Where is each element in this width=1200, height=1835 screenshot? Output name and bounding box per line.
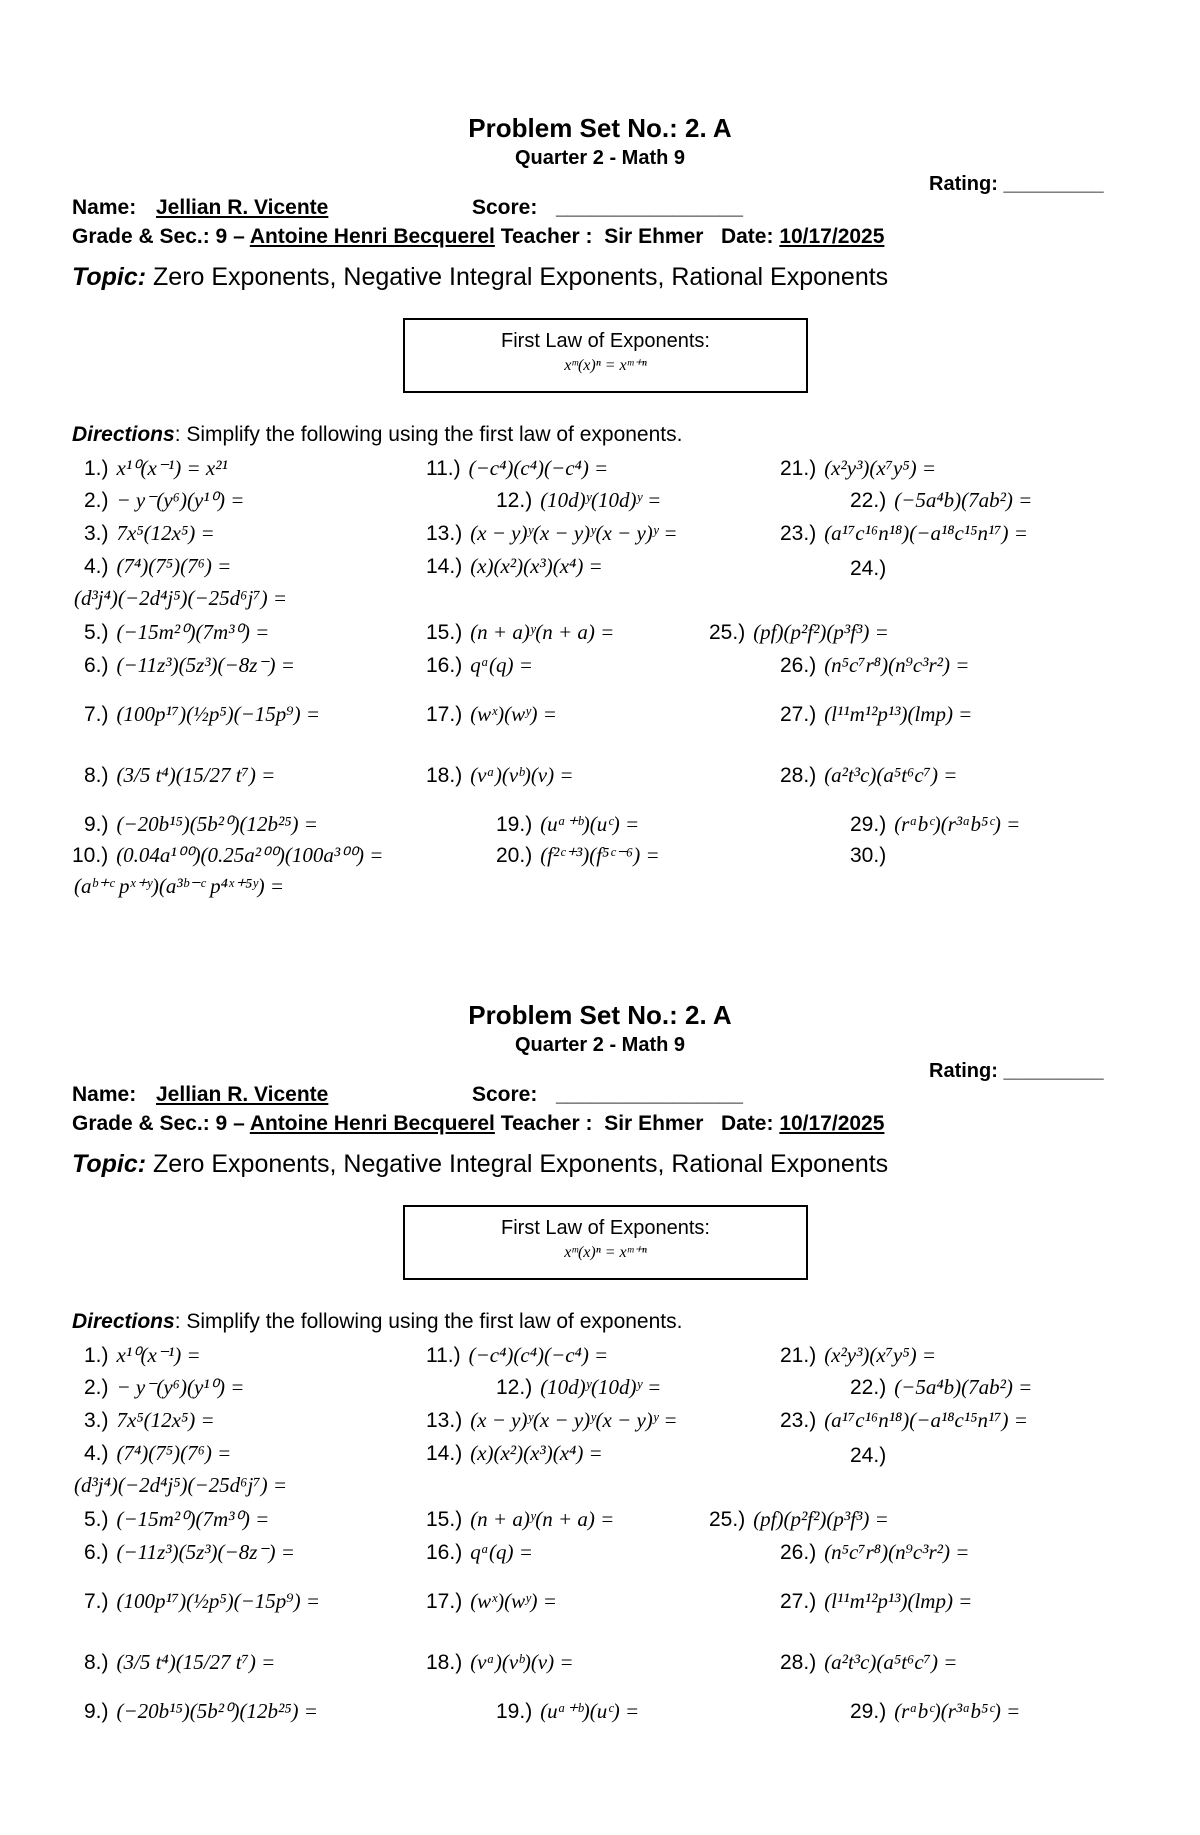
problem-item — [426, 554, 603, 579]
topic-line — [72, 1150, 888, 1179]
problem-item — [84, 620, 269, 645]
section-value: Antoine Henri Becquerel — [249, 1112, 495, 1135]
problem-expression: (x²y³)(x⁷y⁵) = — [824, 456, 937, 480]
problem-expression: (100p¹⁷)(½p⁵)(−15p⁹) = — [116, 702, 321, 726]
problem-item — [84, 1408, 215, 1433]
problem-item — [426, 1408, 678, 1433]
problem-number: 22.) — [850, 1376, 887, 1399]
problem-item — [780, 763, 957, 788]
problem-number: 8.) — [84, 764, 109, 787]
problem-expression: (3/5 t⁴)(15/27 t⁷) = — [116, 1650, 276, 1674]
problem-item — [780, 1540, 969, 1565]
problem-number: 1.) — [84, 1344, 109, 1367]
rating-label: Rating: — [929, 1060, 998, 1082]
problem-expression: (−c⁴)(c⁴)(−c⁴) = — [468, 456, 609, 480]
problem-number: 24.) — [850, 557, 887, 580]
problem-number: 28.) — [780, 764, 817, 787]
problem-expression: (l¹¹m¹²p¹³)(lmp) = — [824, 1589, 973, 1613]
topic-line — [72, 263, 888, 292]
topic-text: Zero Exponents, Negative Integral Exponents, Rational Exponents — [153, 263, 889, 291]
problem-expression: (a²t³c)(a⁵t⁶c⁷) = — [824, 763, 958, 787]
law-title: First Law of Exponents: — [501, 330, 710, 352]
problem-item — [780, 1408, 1028, 1433]
problem-item — [850, 556, 894, 581]
problem-number: 19.) — [496, 813, 533, 836]
problem-item — [780, 521, 1028, 546]
problem-item — [426, 702, 557, 727]
directions-label: Directions — [72, 423, 175, 446]
problem-number: 13.) — [426, 522, 463, 545]
problem-item — [84, 488, 244, 513]
problem-item — [780, 1343, 936, 1368]
grade-line — [72, 1112, 884, 1136]
score-label: Score: — [472, 1083, 538, 1106]
problem-item — [84, 1441, 231, 1466]
problem-item — [84, 1507, 269, 1532]
problem-item — [780, 702, 972, 727]
date-label: Date: — [720, 225, 774, 248]
problem-item — [426, 1650, 574, 1675]
problem-expression: (−15m²⁰)(7m³⁰) = — [116, 620, 270, 644]
problem-number: 9.) — [84, 813, 109, 836]
problem-expression: (aᵇ⁺ᶜ pˣ⁺ʸ)(a³ᵇ⁻ᶜ p⁴ˣ⁺⁵ʸ) = — [74, 874, 285, 898]
problem-item — [84, 554, 231, 579]
problem-number: 13.) — [426, 1409, 463, 1432]
problem-item — [709, 1507, 889, 1532]
problem-item — [84, 763, 275, 788]
directions — [72, 1310, 682, 1334]
problem-number: 17.) — [426, 1590, 463, 1613]
law-box — [403, 318, 808, 393]
problem-expression: 7x⁵(12x⁵) = — [116, 1408, 215, 1432]
problem-number: 24.) — [850, 1444, 887, 1467]
problem-expression: (7⁴)(7⁵)(7⁶) = — [116, 1441, 232, 1465]
problem-expression: (d³j⁴)(−2d⁴j⁵)(−25d⁶j⁷) = — [74, 586, 288, 610]
problem-item — [850, 488, 1032, 513]
sheet-subtitle: Quarter 2 - Math 9 — [514, 147, 686, 169]
problem-number: 16.) — [426, 654, 463, 677]
problem-number: 25.) — [709, 1508, 746, 1531]
score-blank: ________________ — [556, 196, 743, 219]
problem-expression: (x − y)ʸ(x − y)ʸ(x − y)ʸ = — [470, 1408, 678, 1432]
problem-item — [426, 521, 678, 546]
score-blank: ________________ — [556, 1083, 743, 1106]
problem-item — [709, 620, 889, 645]
problem-number: 12.) — [496, 1376, 533, 1399]
problem-number: 1.) — [84, 457, 109, 480]
sheet-title: Problem Set No.: 2. A — [468, 113, 732, 143]
problem-item — [426, 1507, 614, 1532]
problem-item — [426, 1589, 557, 1614]
problem-expression: x¹⁰(x⁻¹) = — [116, 1343, 201, 1367]
problem-number: 3.) — [84, 1409, 109, 1432]
rating-field — [929, 173, 1104, 196]
problem-number: 21.) — [780, 1344, 817, 1367]
problem-expression: (−11z³)(5z³)(−8z⁻) = — [116, 1540, 295, 1564]
problem-item — [84, 521, 215, 546]
problem-expression: (l¹¹m¹²p¹³)(lmp) = — [824, 702, 973, 726]
problem-item — [850, 843, 894, 868]
problem-expression: (rᵃbᶜ)(r³ᵃb⁵ᶜ) = — [894, 812, 1021, 836]
teacher-label: Teacher : — [500, 225, 593, 248]
problem-expression: (3/5 t⁴)(15/27 t⁷) = — [116, 763, 276, 787]
grade-label: Grade & Sec.: 9 – — [72, 225, 245, 248]
problem-number: 27.) — [780, 1590, 817, 1613]
problem-expression: qᵃ(q) = — [470, 653, 533, 677]
directions-text: : Simplify the following using the first law of exponents. — [174, 423, 683, 446]
problem-number: 18.) — [426, 1651, 463, 1674]
problem-item — [496, 812, 639, 837]
section-value: Antoine Henri Becquerel — [249, 225, 495, 248]
problem-expression: (uᵃ⁺ᵇ)(uᶜ) = — [540, 812, 640, 836]
problem-expression: (vᵃ)(vᵇ)(v) = — [470, 763, 574, 787]
problem-expression: (−c⁴)(c⁴)(−c⁴) = — [468, 1343, 609, 1367]
rating-blank: _________ — [1003, 173, 1104, 195]
problem-expression: (pf)(p²f²)(p³f³) = — [753, 620, 889, 644]
problem-number: 10.) — [72, 844, 109, 867]
problem-number: 2.) — [84, 489, 109, 512]
problem-expression: (100p¹⁷)(½p⁵)(−15p⁹) = — [116, 1589, 321, 1613]
problem-expression: (n + a)ʸ(n + a) = — [470, 1507, 615, 1531]
problem-number: 7.) — [84, 1590, 109, 1613]
topic-text: Zero Exponents, Negative Integral Exponents, Rational Exponents — [153, 1150, 889, 1178]
problem-expression: (−20b¹⁵)(5b²⁰)(12b²⁵) = — [116, 1699, 318, 1723]
problem-number: 25.) — [709, 621, 746, 644]
rating-blank: _________ — [1003, 1060, 1104, 1082]
law-box — [403, 1205, 808, 1280]
law-formula: xᵐ(x)ⁿ = xᵐ⁺ⁿ — [564, 1244, 647, 1261]
problem-number: 12.) — [496, 489, 533, 512]
problem-number: 7.) — [84, 703, 109, 726]
sheet-subtitle: Quarter 2 - Math 9 — [514, 1034, 686, 1056]
problem-item — [426, 1540, 533, 1565]
sheet-title: Problem Set No.: 2. A — [468, 1000, 732, 1030]
problem-expression: (−5a⁴b)(7ab²) = — [894, 488, 1033, 512]
problem-expression: − y⁻(y⁶)(y¹⁰) = — [116, 1375, 245, 1399]
teacher-value: Sir Ehmer — [604, 225, 704, 248]
date-label: Date: — [720, 1112, 774, 1135]
problem-number: 27.) — [780, 703, 817, 726]
problem-item — [496, 1375, 661, 1400]
problem-expression: (7⁴)(7⁵)(7⁶) = — [116, 554, 232, 578]
problem-number: 9.) — [84, 1700, 109, 1723]
problem-expression: (−15m²⁰)(7m³⁰) = — [116, 1507, 270, 1531]
problem-expression: (a²t³c)(a⁵t⁶c⁷) = — [824, 1650, 958, 1674]
problem-expression: (wˣ)(wʸ) = — [470, 702, 557, 726]
problem-expression: (−5a⁴b)(7ab²) = — [894, 1375, 1033, 1399]
directions — [72, 423, 682, 447]
problem-number: 29.) — [850, 813, 887, 836]
problem-item — [496, 488, 661, 513]
date-value: 10/17/2025 — [779, 225, 885, 248]
problem-number: 8.) — [84, 1651, 109, 1674]
problem-number: 23.) — [780, 1409, 817, 1432]
directions-text: : Simplify the following using the first law of exponents. — [174, 1310, 683, 1333]
problem-item — [850, 1699, 1020, 1724]
topic-label: Topic: — [72, 263, 147, 291]
problem-expression: (−11z³)(5z³)(−8z⁻) = — [116, 653, 295, 677]
problem-number: 16.) — [426, 1541, 463, 1564]
problem-item — [84, 1589, 320, 1614]
problem-expression: (x)(x²)(x³)(x⁴) = — [470, 554, 603, 578]
problem-number: 4.) — [84, 555, 109, 578]
problem-item — [850, 1375, 1032, 1400]
problem-number: 14.) — [426, 1442, 463, 1465]
problem-number: 29.) — [850, 1700, 887, 1723]
problem-expression: (pf)(p²f²)(p³f³) = — [753, 1507, 889, 1531]
name-value: Jellian R. Vicente — [156, 1083, 329, 1106]
problem-number: 28.) — [780, 1651, 817, 1674]
problem-item — [66, 586, 287, 611]
problem-expression: (rᵃbᶜ)(r³ᵃb⁵ᶜ) = — [894, 1699, 1021, 1723]
problem-number: 22.) — [850, 489, 887, 512]
problem-item — [426, 1343, 608, 1368]
problem-item — [426, 653, 533, 678]
date-value: 10/17/2025 — [779, 1112, 885, 1135]
problem-item — [426, 456, 608, 481]
problem-item — [780, 456, 936, 481]
law-formula: xᵐ(x)ⁿ = xᵐ⁺ⁿ — [564, 357, 647, 374]
problem-expression: (x²y³)(x⁷y⁵) = — [824, 1343, 937, 1367]
problem-item — [84, 1699, 318, 1724]
problem-item — [84, 812, 318, 837]
problem-number: 3.) — [84, 522, 109, 545]
teacher-value: Sir Ehmer — [604, 1112, 704, 1135]
problem-expression: (a¹⁷c¹⁶n¹⁸)(−a¹⁸c¹⁵n¹⁷) = — [824, 1408, 1028, 1432]
problem-item — [84, 653, 295, 678]
problem-item — [84, 1540, 295, 1565]
score-label: Score: — [472, 196, 538, 219]
problem-item — [426, 763, 574, 788]
problem-expression: (wˣ)(wʸ) = — [470, 1589, 557, 1613]
problem-item — [850, 812, 1020, 837]
problem-item — [496, 843, 660, 868]
problem-expression: (10d)ʸ(10d)ʸ = — [540, 1375, 662, 1399]
problem-item — [66, 1473, 287, 1498]
problem-number: 11.) — [426, 1344, 461, 1367]
topic-label: Topic: — [72, 1150, 147, 1178]
problem-item — [426, 620, 614, 645]
problem-expression: (−20b¹⁵)(5b²⁰)(12b²⁵) = — [116, 812, 318, 836]
problem-number: 19.) — [496, 1700, 533, 1723]
problem-expression: (x)(x²)(x³)(x⁴) = — [470, 1441, 603, 1465]
problem-item — [84, 1343, 201, 1368]
problem-expression: (n⁵c⁷r⁸)(n⁹c³r²) = — [824, 653, 970, 677]
problem-number: 14.) — [426, 555, 463, 578]
problem-number: 26.) — [780, 654, 817, 677]
name-label: Name: — [72, 1083, 137, 1106]
problem-item — [66, 874, 284, 899]
problem-number: 20.) — [496, 844, 533, 867]
problem-number: 5.) — [84, 621, 109, 644]
problem-number: 6.) — [84, 1541, 109, 1564]
problem-number: 11.) — [426, 457, 461, 480]
problem-expression: (a¹⁷c¹⁶n¹⁸)(−a¹⁸c¹⁵n¹⁷) = — [824, 521, 1028, 545]
problem-number: 23.) — [780, 522, 817, 545]
problem-item — [84, 456, 228, 481]
problem-expression: (10d)ʸ(10d)ʸ = — [540, 488, 662, 512]
problem-expression: qᵃ(q) = — [470, 1540, 533, 1564]
problem-item — [426, 1441, 603, 1466]
problem-item — [84, 702, 320, 727]
name-value: Jellian R. Vicente — [156, 196, 329, 219]
problem-number: 6.) — [84, 654, 109, 677]
problem-item — [780, 1650, 957, 1675]
problem-number: 21.) — [780, 457, 817, 480]
problem-expression: (0.04a¹⁰⁰)(0.25a²⁰⁰)(100a³⁰⁰) = — [116, 843, 384, 867]
problem-expression: − y⁻(y⁶)(y¹⁰) = — [116, 488, 245, 512]
problem-number: 17.) — [426, 703, 463, 726]
problem-expression: (n + a)ʸ(n + a) = — [470, 620, 615, 644]
problem-expression: (f²ᶜ⁺³)(f⁵ᶜ⁻⁶) = — [540, 843, 660, 867]
name-label: Name: — [72, 196, 137, 219]
problem-number: 15.) — [426, 621, 463, 644]
problem-number: 15.) — [426, 1508, 463, 1531]
problem-expression: (uᵃ⁺ᵇ)(uᶜ) = — [540, 1699, 640, 1723]
rating-field — [929, 1060, 1104, 1083]
problem-item — [496, 1699, 639, 1724]
problem-number: 4.) — [84, 1442, 109, 1465]
problem-expression: 7x⁵(12x⁵) = — [116, 521, 215, 545]
teacher-label: Teacher : — [500, 1112, 593, 1135]
problem-expression: (vᵃ)(vᵇ)(v) = — [470, 1650, 574, 1674]
directions-label: Directions — [72, 1310, 175, 1333]
grade-line — [72, 225, 884, 249]
problem-expression: (n⁵c⁷r⁸)(n⁹c³r²) = — [824, 1540, 970, 1564]
grade-label: Grade & Sec.: 9 – — [72, 1112, 245, 1135]
problem-number: 30.) — [850, 844, 887, 867]
problem-expression: (x − y)ʸ(x − y)ʸ(x − y)ʸ = — [470, 521, 678, 545]
problem-number: 26.) — [780, 1541, 817, 1564]
problem-expression: x¹⁰(x⁻¹) = x²¹ — [116, 456, 228, 480]
problem-item — [780, 653, 969, 678]
problem-number: 2.) — [84, 1376, 109, 1399]
problem-item — [780, 1589, 972, 1614]
problem-item — [72, 843, 383, 868]
problem-item — [84, 1650, 275, 1675]
problem-expression: (d³j⁴)(−2d⁴j⁵)(−25d⁶j⁷) = — [74, 1473, 288, 1497]
problem-number: 18.) — [426, 764, 463, 787]
rating-label: Rating: — [929, 173, 998, 195]
problem-number: 5.) — [84, 1508, 109, 1531]
problem-item — [84, 1375, 244, 1400]
law-title: First Law of Exponents: — [501, 1217, 710, 1239]
problem-item — [850, 1443, 894, 1468]
